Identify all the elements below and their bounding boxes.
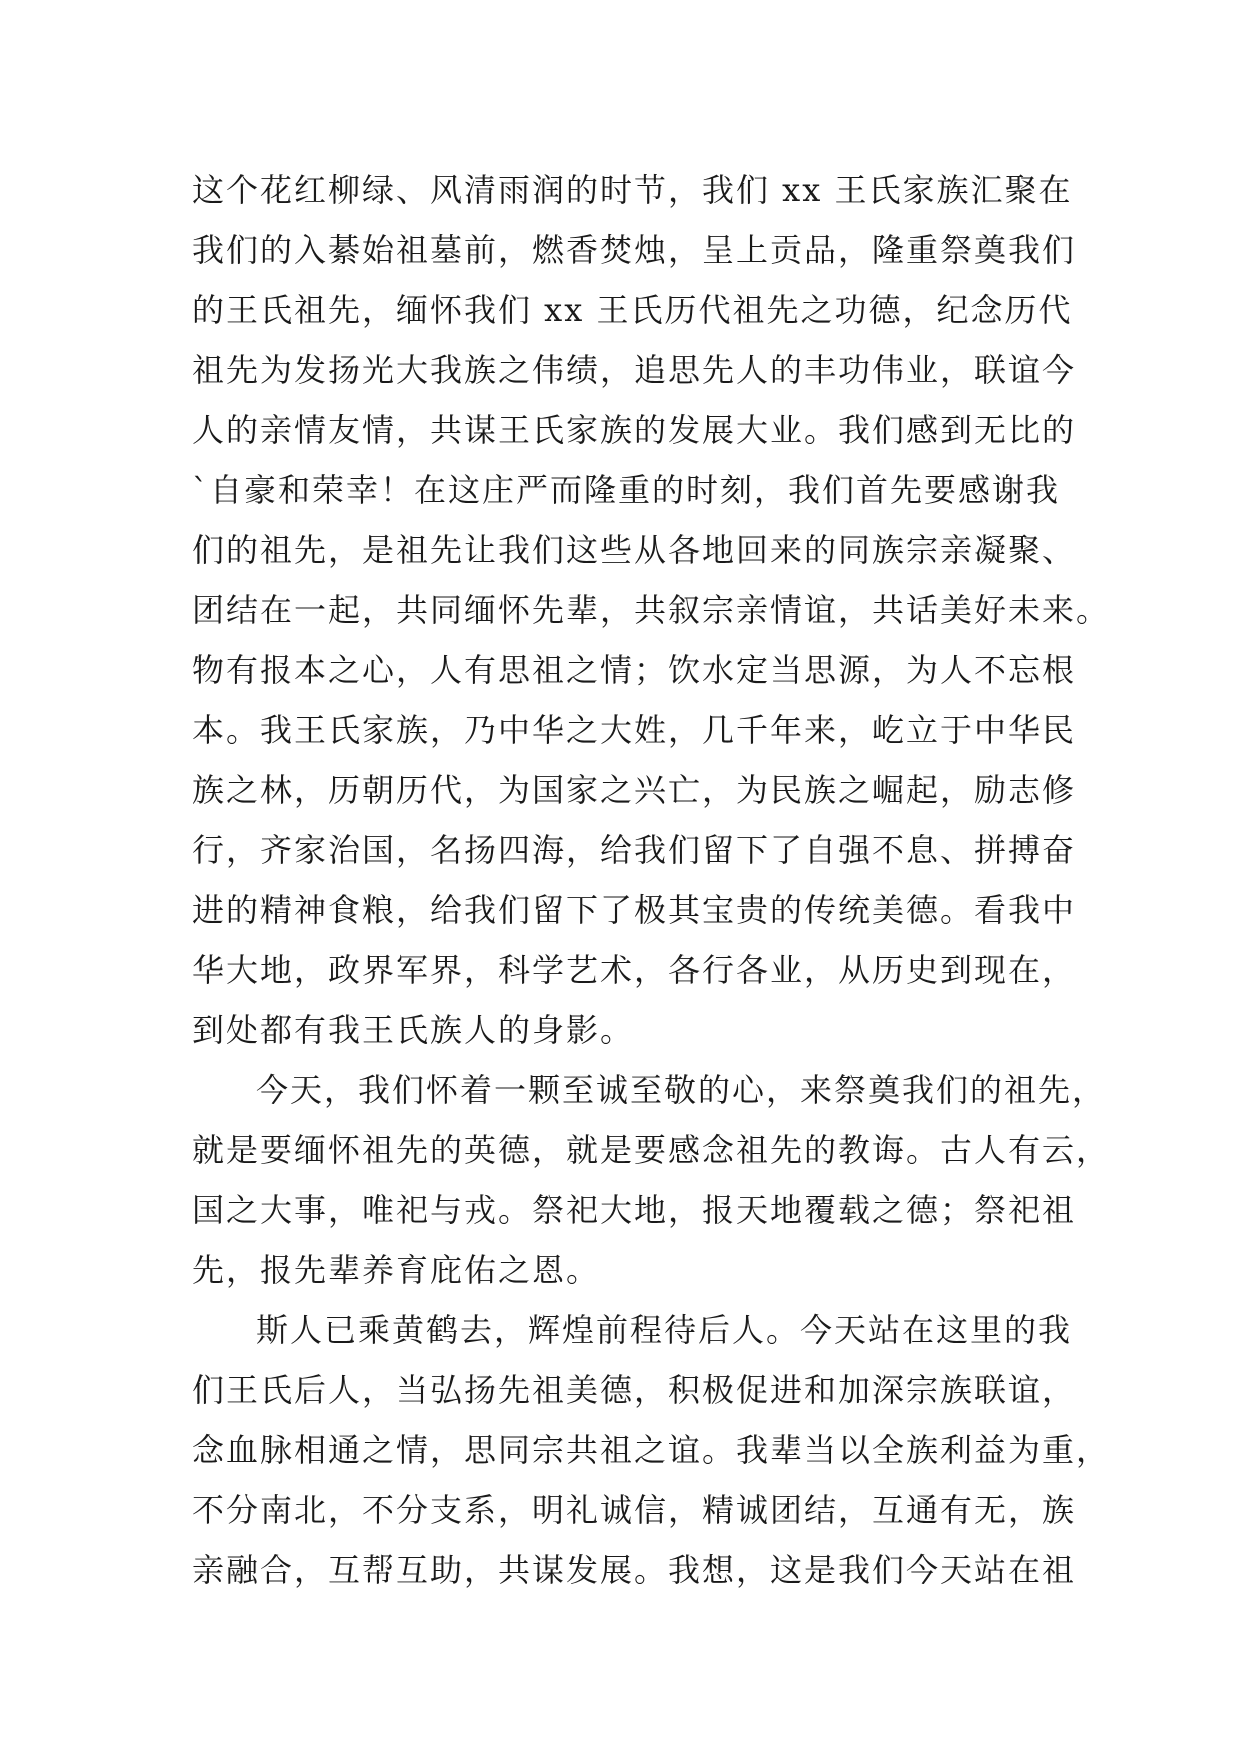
text-line: 念血脉相通之情，思同宗共祖之谊。我辈当以全族利益为重， <box>192 1431 1111 1469</box>
text-line: `自豪和荣幸！在这庄严而隆重的时刻，我们首先要感谢我 <box>192 471 1061 509</box>
text-line: 祖先为发扬光大我族之伟绩，追思先人的丰功伟业，联谊今 <box>192 351 1077 389</box>
text-line: 亲融合，互帮互助，共谋发展。我想，这是我们今天站在祖 <box>192 1551 1077 1589</box>
text-line: 人的亲情友情，共谋王氏家族的发展大业。我们感到无比的 <box>192 411 1077 449</box>
text-line: 不分南北，不分支系，明礼诚信，精诚团结，互通有无，族 <box>192 1491 1077 1529</box>
text-line: 们的祖先，是祖先让我们这些从各地回来的同族宗亲凝聚、 <box>192 531 1077 569</box>
text-line: 就是要缅怀祖先的英德，就是要感念祖先的教诲。古人有云， <box>192 1131 1111 1169</box>
text-line: 我们的入綦始祖墓前，燃香焚烛，呈上贡品，隆重祭奠我们 <box>192 231 1077 269</box>
paragraph-first-line: 斯人已乘黄鹤去，辉煌前程待后人。今天站在这里的我 <box>256 1311 1073 1349</box>
text-line: 物有报本之心，人有思祖之情；饮水定当思源，为人不忘根 <box>192 651 1077 689</box>
paragraph-first-line: 今天，我们怀着一颗至诚至敬的心，来祭奠我们的祖先， <box>256 1071 1107 1109</box>
text-line: 本。我王氏家族，乃中华之大姓，几千年来，屹立于中华民 <box>192 711 1077 749</box>
text-line: 的王氏祖先，缅怀我们 xx 王氏历代祖先之功德，纪念历代 <box>192 291 1073 329</box>
text-line: 这个花红柳绿、风清雨润的时节，我们 xx 王氏家族汇聚在 <box>192 171 1073 209</box>
document-body <box>192 160 1111 1600</box>
text-line: 国之大事，唯祀与戎。祭祀大地，报天地覆载之德；祭祀祖 <box>192 1191 1077 1229</box>
text-line: 族之林，历朝历代，为国家之兴亡，为民族之崛起，励志修 <box>192 771 1077 809</box>
text-line: 先，报先辈养育庇佑之恩。 <box>192 1251 601 1289</box>
text-line: 到处都有我王氏族人的身影。 <box>192 1011 635 1049</box>
text-line: 行，齐家治国，名扬四海，给我们留下了自强不息、拼搏奋 <box>192 831 1077 869</box>
text-line: 团结在一起，共同缅怀先辈，共叙宗亲情谊，共话美好未来。 <box>192 591 1111 629</box>
text-line: 们王氏后人，当弘扬先祖美德，积极促进和加深宗族联谊， <box>192 1371 1077 1409</box>
text-line: 进的精神食粮，给我们留下了极其宝贵的传统美德。看我中 <box>192 891 1077 929</box>
text-line: 华大地，政界军界，科学艺术，各行各业，从历史到现在， <box>192 951 1077 989</box>
